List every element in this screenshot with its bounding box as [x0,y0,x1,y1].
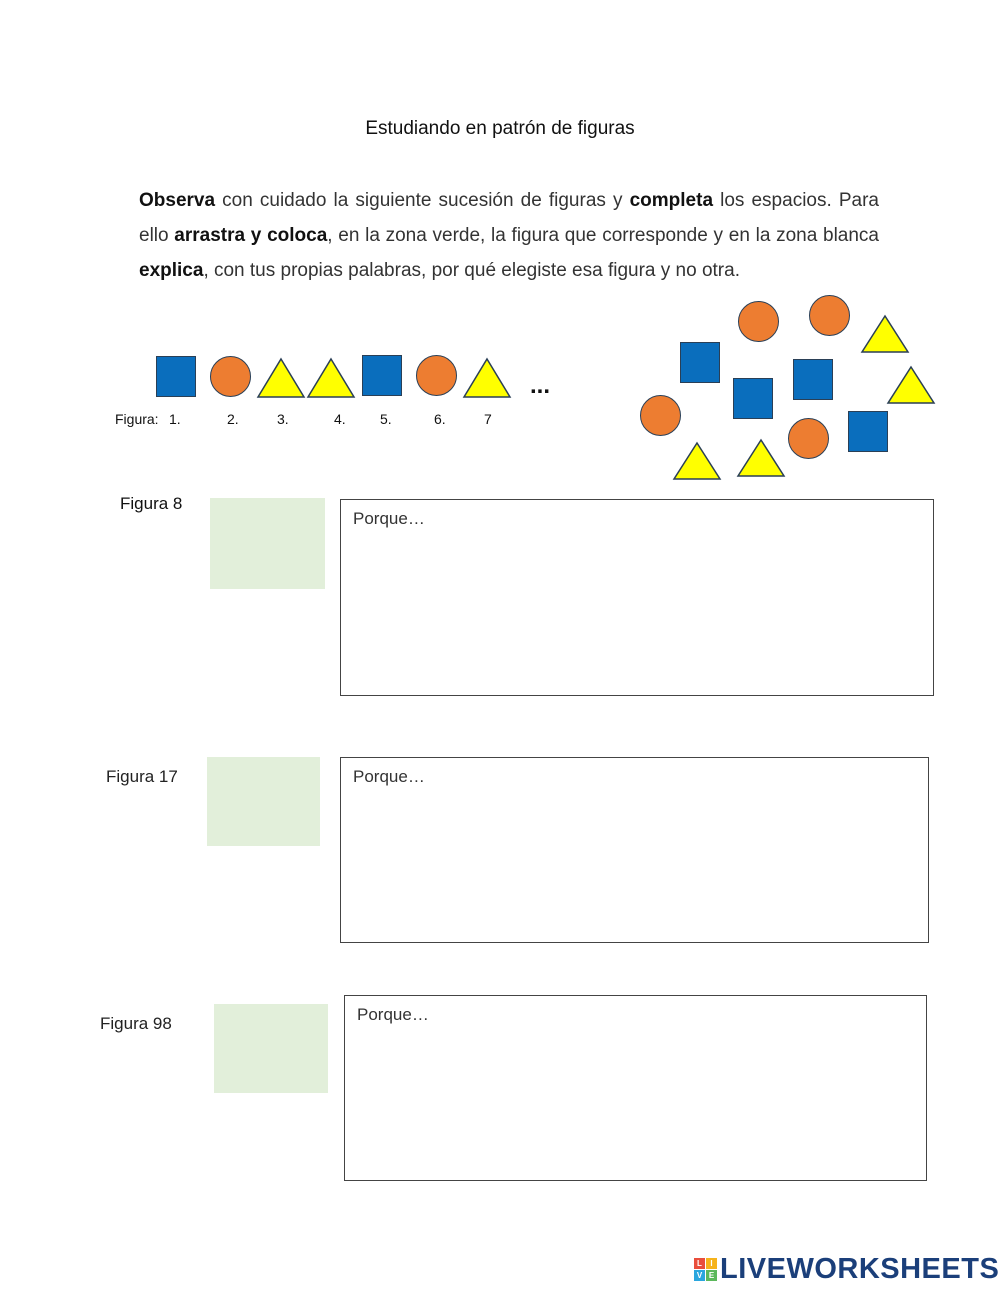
sequence-shape-1 [156,356,196,397]
instr-arrastra: arrastra y coloca [174,225,328,246]
sequence-shape-4 [306,357,356,399]
draggable-circle[interactable] [640,395,681,436]
sequence-number: 7 [484,411,492,427]
sequence-shape-7 [462,357,512,399]
answer-placeholder-3: Porque… [357,1005,429,1024]
draggable-triangle[interactable] [860,314,910,354]
draggable-circle[interactable] [788,418,829,459]
draggable-square[interactable] [733,378,773,419]
draggable-circle[interactable] [738,301,779,342]
sequence-shape-5 [362,355,402,396]
drop-zone-2[interactable] [207,757,320,846]
logo-letter: I [706,1258,717,1269]
instr-text-2: los espacios. Para ello [139,190,879,246]
instr-explica: explica [139,260,204,281]
sequence-number: 1. [169,411,181,427]
logo-letter: E [706,1270,717,1281]
sequence-number: 6. [434,411,446,427]
instr-observa: Observa [139,190,216,211]
draggable-triangle[interactable] [672,441,722,481]
sequence-shape-2 [210,356,251,397]
logo-letter: L [694,1258,705,1269]
liveworksheets-logo-text: LIVEWORKSHEETS [720,1252,1000,1285]
sequence-number: 5. [380,411,392,427]
sequence-number: 4. [334,411,346,427]
question-label-2: Figura 17 [106,767,178,786]
instr-text-3: , en la zona verde, la figura que corresponde y en la zona blanca [327,225,879,246]
question-label-3: Figura 98 [100,1014,172,1033]
instr-text-4: , con tus propias palabras, por qué elegiste esa figura y no otra. [203,260,740,281]
sequence-number: 3. [277,411,289,427]
answer-placeholder-1: Porque… [353,509,425,528]
logo-letter: V [694,1270,705,1281]
draggable-square[interactable] [793,359,833,400]
draggable-square[interactable] [848,411,888,452]
draggable-square[interactable] [680,342,720,383]
liveworksheets-logo-icon [694,1258,717,1281]
drop-zone-1[interactable] [210,498,325,589]
sequence-shape-6 [416,355,457,396]
sequence-prefix: Figura: [115,411,159,427]
sequence-number: 2. [227,411,239,427]
drop-zone-3[interactable] [214,1004,328,1093]
sequence-ellipsis: ... [530,372,551,399]
draggable-triangle[interactable] [736,438,786,478]
answer-box-3[interactable] [344,995,927,1181]
answer-box-1[interactable] [340,499,934,696]
instr-text-1: con cuidado la siguiente sucesión de figuras y [215,190,630,211]
instr-completa: completa [629,190,714,211]
draggable-circle[interactable] [809,295,850,336]
draggable-triangle[interactable] [886,365,936,405]
question-label-1: Figura 8 [120,494,183,513]
page-title: Estudiando en patrón de figuras [365,118,635,139]
answer-placeholder-2: Porque… [353,767,425,786]
instructions [139,183,879,288]
answer-box-2[interactable] [340,757,929,943]
sequence-shape-3 [256,357,306,399]
liveworksheets-logo[interactable] [694,1253,999,1285]
